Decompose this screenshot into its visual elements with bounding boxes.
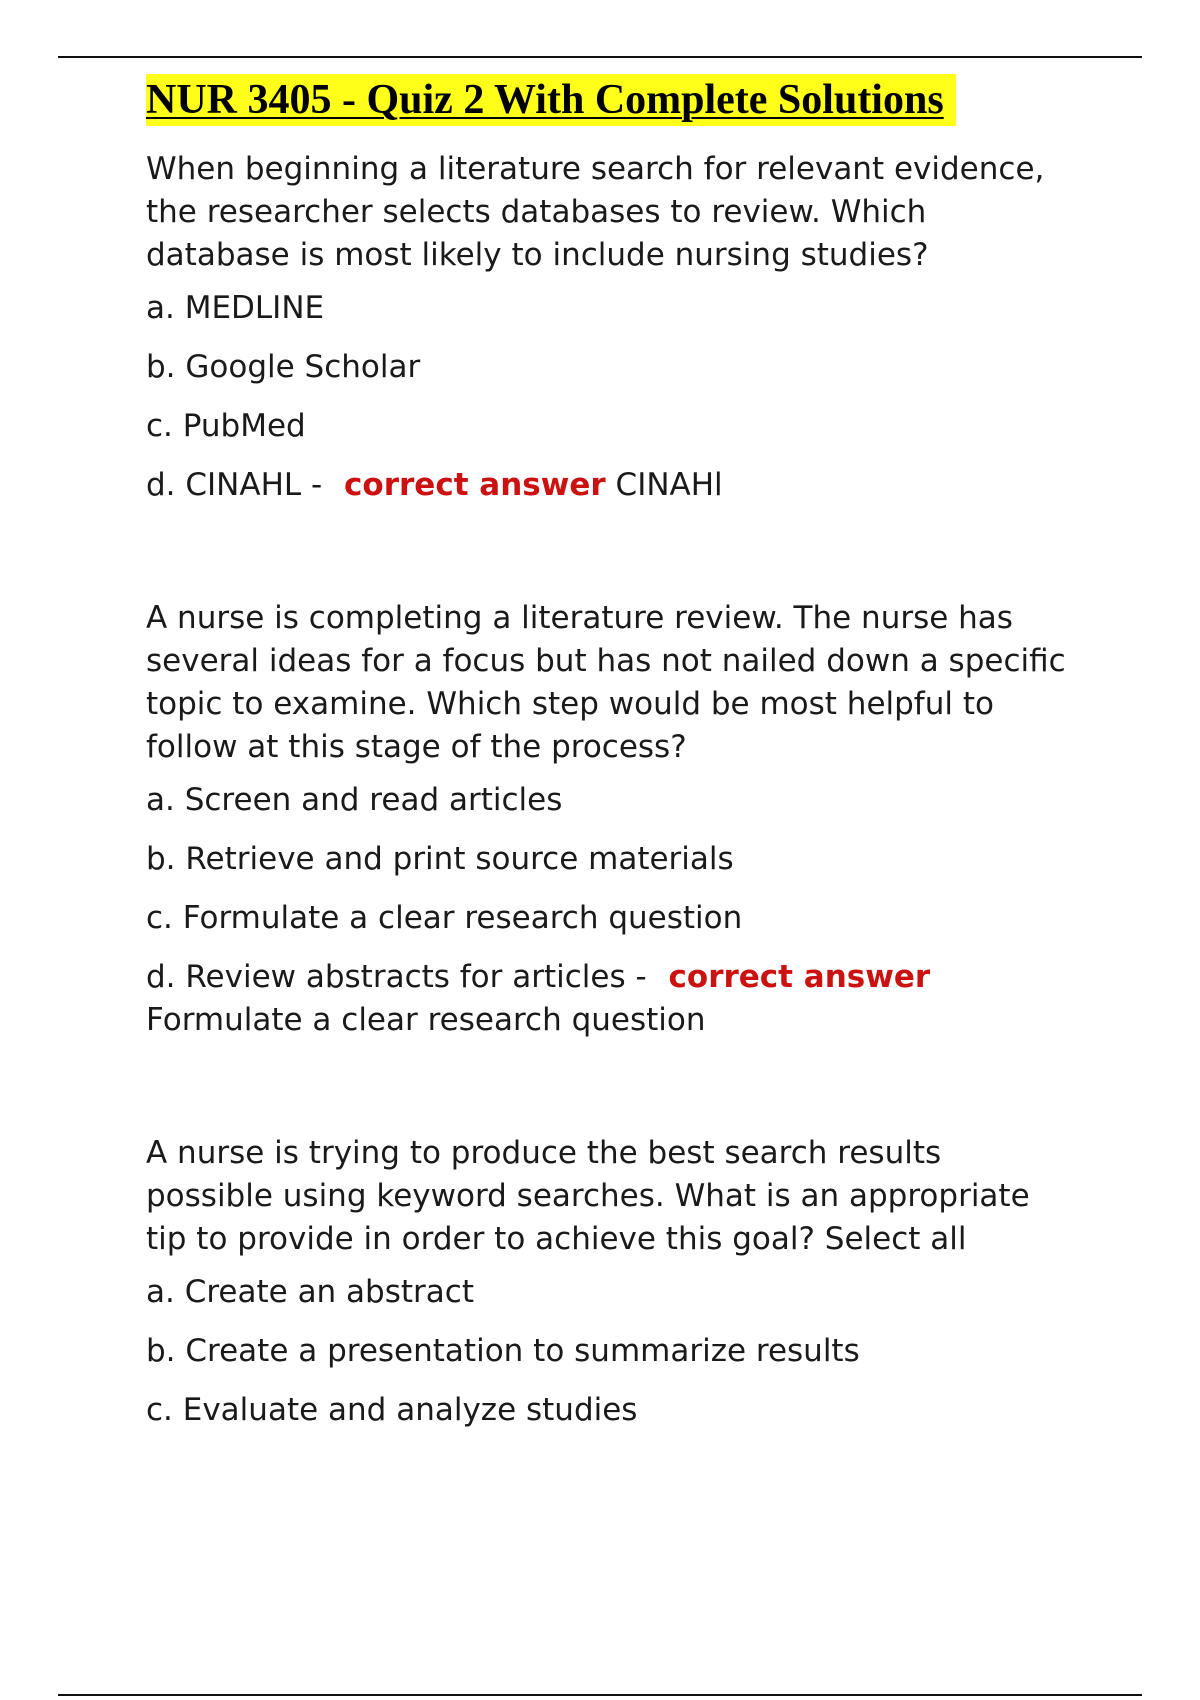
- correct-answer-text: CINAHl: [605, 467, 723, 503]
- answer-option: a. MEDLINE: [146, 290, 325, 326]
- question-stem: When beginning a literature search for relevant evidence, the researcher selects databases to review. Which database is most likely to include nursing studies?: [146, 151, 1045, 273]
- correct-answer-label: correct answer: [344, 467, 606, 503]
- answer-option-text: d. Review abstracts for articles -: [146, 959, 657, 995]
- top-rule: [58, 56, 1142, 58]
- bottom-rule: [58, 1694, 1142, 1696]
- answer-option: c. Formulate a clear research question: [146, 900, 743, 936]
- question-block-2: [146, 597, 1076, 1042]
- question-block-3: [146, 1132, 1076, 1432]
- answer-option: a. Create an abstract: [146, 1274, 474, 1310]
- answer-option: b. Create a presentation to summarize results: [146, 1333, 860, 1369]
- question-stem: A nurse is completing a literature review. The nurse has several ideas for a focus but has not nailed down a specific topic to examine. Which step would be most helpful to follow at this stage of the process?: [146, 600, 1066, 765]
- answer-option-with-solution: [146, 464, 1076, 507]
- question-stem: A nurse is trying to produce the best search results possible using keyword searches. What is an appropriate tip to provide in order to achieve this goal? Select all: [146, 1135, 1030, 1257]
- question-block-1: [146, 148, 1076, 507]
- answer-option: a. Screen and read articles: [146, 782, 563, 818]
- document-title: NUR 3405 - Quiz 2 With Complete Solutions: [146, 74, 956, 126]
- answer-option: c. Evaluate and analyze studies: [146, 1392, 638, 1428]
- answer-option-with-solution: [146, 956, 1076, 1042]
- correct-answer-text: Formulate a clear research question: [146, 1002, 706, 1038]
- answer-option: b. Google Scholar: [146, 349, 421, 385]
- answer-option: b. Retrieve and print source materials: [146, 841, 734, 877]
- document-page: [146, 74, 1076, 1448]
- answer-option: c. PubMed: [146, 408, 306, 444]
- answer-option-text: d. CINAHL -: [146, 467, 333, 503]
- correct-answer-label: correct answer: [668, 959, 931, 995]
